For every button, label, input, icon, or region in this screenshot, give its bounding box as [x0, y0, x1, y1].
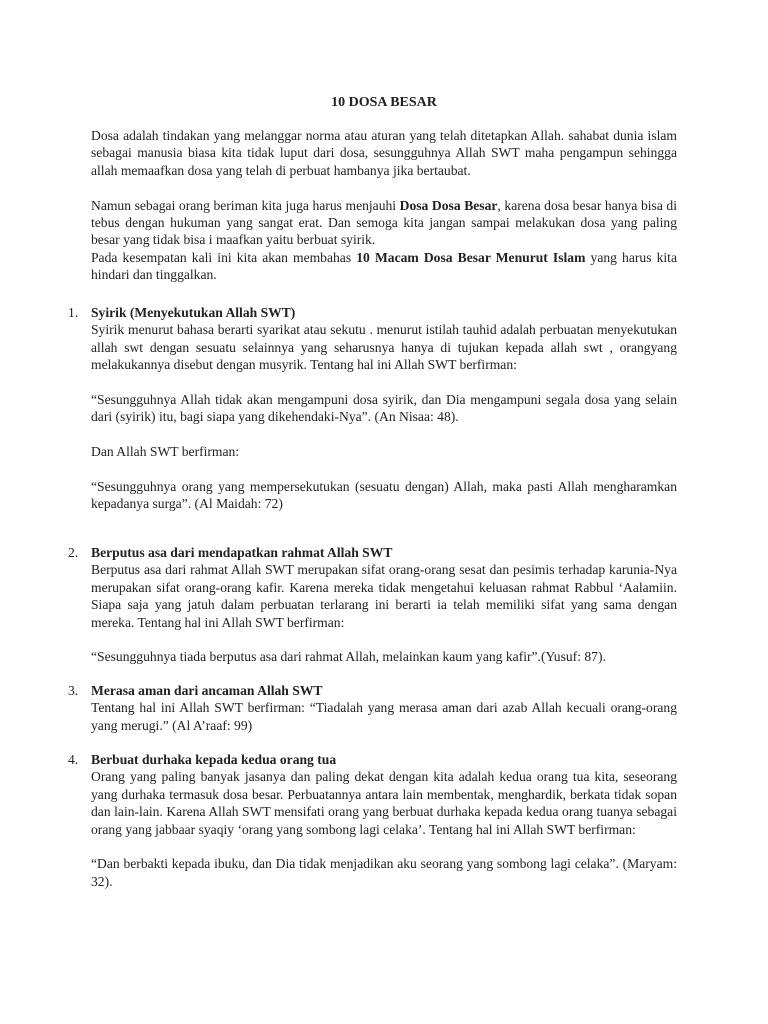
item-heading: Berputus asa dari mendapatkan rahmat Allah SWT	[91, 545, 393, 560]
item-heading: Berbuat durhaka kepada kedua orang tua	[91, 752, 337, 767]
intro-paragraph-2-text: Namun sebagai orang beriman kita juga harus menjauhi	[91, 197, 400, 213]
document-title: 10 DOSA BESAR	[331, 95, 437, 110]
item-text: Dan Allah SWT berfirman:	[91, 444, 240, 460]
list-number: 3.	[68, 683, 79, 698]
item-body: Orang yang paling banyak jasanya dan paling dekat dengan kita adalah kedua orang tua kita, seseorang yang durhaka termasuk dosa besar. Perbuatannya antara lain membentak, menghardik, berkata tidak sopan dan lain-lain. Karena Allah SWT mensifati orang yang berbuat durhaka kepada kedua orang tuanya sebagai orang yang jabbaar syaqiy ‘orang yang sombong lagi celaka’. Tentang hal ini Allah SWT berfirman:	[91, 769, 677, 837]
item-heading: Syirik (Menyekutukan Allah SWT)	[91, 305, 296, 320]
intro-paragraph-1: Dosa adalah tindakan yang melanggar norma atau aturan yang telah ditetapkan Allah. sahabat dunia islam sebagai manusia biasa kita tidak luput dari dosa, sesungguhnya Allah SWT maha pengampun sehingga allah memaafkan dosa yang telah di perbuat hambanya jika bertaubat.	[91, 128, 677, 178]
list-item-berputus-asa	[91, 544, 677, 666]
item-quote: “Sesungguhnya orang yang mempersekutukan (sesuatu dengan) Allah, maka pasti Allah mengharamkan kepadanya surga”. (Al Maidah: 72)	[91, 479, 677, 512]
intro-paragraph-3	[91, 249, 677, 284]
list-number: 4.	[68, 752, 79, 767]
item-quote: “Sesungguhnya Allah tidak akan mengampuni dosa syirik, dan Dia mengampuni segala dosa yang selain dari (syirik) itu, bagi siapa yang dikehendaki-Nya”. (An Nisaa: 48).	[91, 392, 677, 425]
item-quote: “Sesungguhnya tiada berputus asa dari rahmat Allah, melainkan kaum yang kafir”.(Yusuf: 87).	[91, 649, 606, 665]
item-quote: “Dan berbakti kepada ibuku, dan Dia tidak menjadikan aku seorang yang sombong lagi celaka”. (Maryam: 32).	[91, 856, 677, 889]
list-item-durhaka	[91, 751, 677, 890]
item-body: Tentang hal ini Allah SWT berfirman: “Tiadalah yang merasa aman dari azab Allah kecuali orang-orang yang merugi.” (Al A’raaf: 99)	[91, 700, 677, 733]
list-item-merasa-aman	[91, 682, 677, 734]
item-body: Syirik menurut bahasa berarti syarikat atau sekutu . menurut istilah tauhid adalah perbuatan menyekutukan allah swt dengan sesuatu selainnya yang seharusnya hanya di tujukan kepada allah swt , orangyang melakukannya disebut dengan musyrik. Tentang hal ini Allah SWT berfirman:	[91, 322, 677, 373]
list-item-syirik	[91, 304, 677, 513]
list-number: 1.	[68, 305, 79, 320]
item-heading: Merasa aman dari ancaman Allah SWT	[91, 683, 323, 698]
list-number: 2.	[68, 545, 79, 560]
intro-paragraph-3-text: Pada kesempatan kali ini kita akan membahas	[91, 249, 357, 265]
macam-dosa-emphasis: 10 Macam Dosa Besar Menurut Islam	[356, 249, 586, 265]
dosa-besar-emphasis: Dosa Dosa Besar	[399, 197, 498, 213]
intro-section	[91, 127, 677, 284]
item-body: Berputus asa dari rahmat Allah SWT merupakan sifat orang-orang sesat dan pesimis terhadap karunia-Nya merupakan sifat orang-orang kafir. Karena mereka tidak mengetahui keluasan rahmat Rabbul ‘Aalamiin. Siapa saja yang jatuh dalam perbuatan terlarang ini berarti ia telah memiliki sifat yang sama dengan mereka. Tentang hal ini Allah SWT berfirman:	[91, 562, 677, 630]
intro-paragraph-3-text-end: yang harus kita hindari dan tinggalkan.	[91, 249, 677, 283]
intro-paragraph-2	[91, 197, 677, 249]
intro-paragraph-2-text-end: , karena dosa besar hanya bisa di tebus dengan hukuman yang sangat erat. Dan semoga kita jangan sampai melakukan dosa yang paling besar yang tidak bisa i maafkan yaitu berbuat syirik.	[91, 197, 677, 248]
